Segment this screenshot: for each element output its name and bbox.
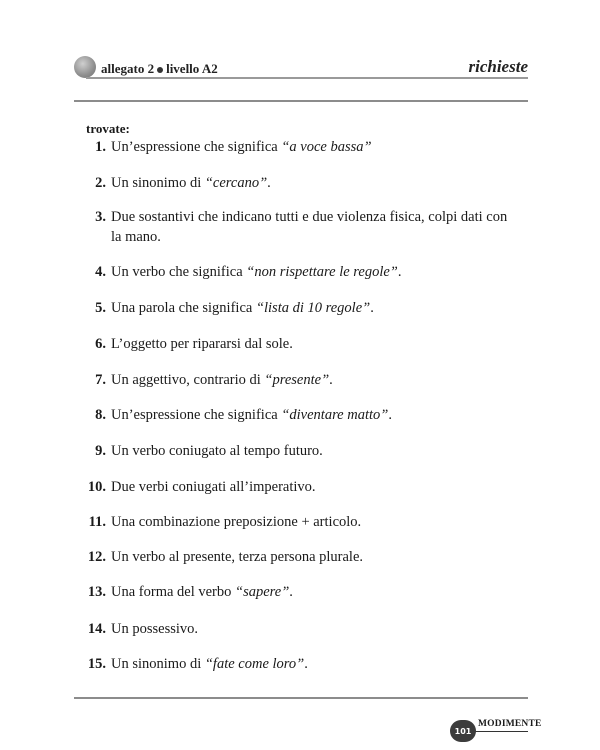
item-text-continuation: la mano.: [111, 229, 161, 245]
page-number-badge: 101: [450, 720, 476, 742]
list-item: [80, 477, 510, 497]
item-number: 10.: [87, 479, 106, 495]
footer-line: [470, 731, 528, 732]
item-number: 11.: [88, 514, 106, 530]
list-item: [80, 173, 510, 193]
item-text: Un verbo che significa “non rispettare le regole”.: [111, 264, 402, 280]
item-number: 13.: [87, 584, 106, 600]
section-heading: trovate:: [86, 121, 130, 136]
list-item: [80, 441, 510, 461]
item-number: 14.: [87, 621, 106, 637]
list-item: [80, 370, 510, 390]
item-number: 5.: [95, 300, 106, 316]
footer-divider: [74, 697, 528, 699]
item-text: Due verbi coniugati all’imperativo.: [111, 479, 316, 495]
item-number: 9.: [95, 443, 106, 459]
list-item: [80, 207, 510, 227]
item-number: 12.: [87, 549, 106, 565]
section-title: richieste: [468, 57, 528, 76]
list-item: [80, 654, 510, 674]
item-number: 7.: [95, 372, 106, 388]
item-text: Un aggettivo, contrario di “presente”.: [111, 372, 333, 388]
attachment-label: allegato 2: [101, 61, 155, 76]
item-text: Una forma del verbo “sapere”.: [111, 584, 293, 600]
bullet-dot-icon: [157, 67, 163, 73]
list-item: [80, 619, 510, 639]
item-number: 2.: [95, 175, 106, 191]
brand-logo: MODIMENTE: [478, 719, 542, 729]
item-text: Un’espressione che significa “diventare matto”.: [111, 407, 392, 423]
item-number: 15.: [87, 656, 106, 672]
item-text: Un sinonimo di “cercano”.: [111, 175, 271, 191]
level-label: livello A2: [166, 61, 218, 76]
header-left: [101, 61, 218, 77]
list-item: [80, 334, 510, 354]
list-item: [80, 262, 510, 282]
header-divider: [74, 100, 528, 102]
item-number: 3.: [95, 209, 106, 225]
item-text: Un’espressione che significa “a voce bassa”: [111, 139, 372, 155]
item-number: 8.: [95, 407, 106, 423]
item-text: Una combinazione preposizione + articolo.: [111, 514, 362, 530]
item-text: L’oggetto per ripararsi dal sole.: [111, 336, 293, 352]
item-number: 1.: [95, 139, 106, 155]
item-text: Due sostantivi che indicano tutti e due violenza fisica, colpi dati con: [111, 209, 508, 225]
header-rule-top: [86, 77, 528, 79]
list-item: [80, 582, 510, 602]
item-text: Una parola che significa “lista di 10 regole”.: [111, 300, 374, 316]
item-text: Un sinonimo di “fate come loro”.: [111, 656, 308, 672]
item-text: Un verbo al presente, terza persona plurale.: [111, 549, 364, 565]
list-item: [80, 547, 510, 567]
list-item: [80, 298, 510, 318]
item-number: 6.: [95, 336, 106, 352]
list-item: [80, 405, 510, 425]
list-item: [80, 137, 510, 157]
item-text: Un verbo coniugato al tempo futuro.: [111, 443, 323, 459]
item-number: 4.: [95, 264, 106, 280]
list-item: [80, 512, 510, 532]
item-text: Un possessivo.: [111, 621, 199, 637]
header-circle-icon: [74, 56, 96, 78]
